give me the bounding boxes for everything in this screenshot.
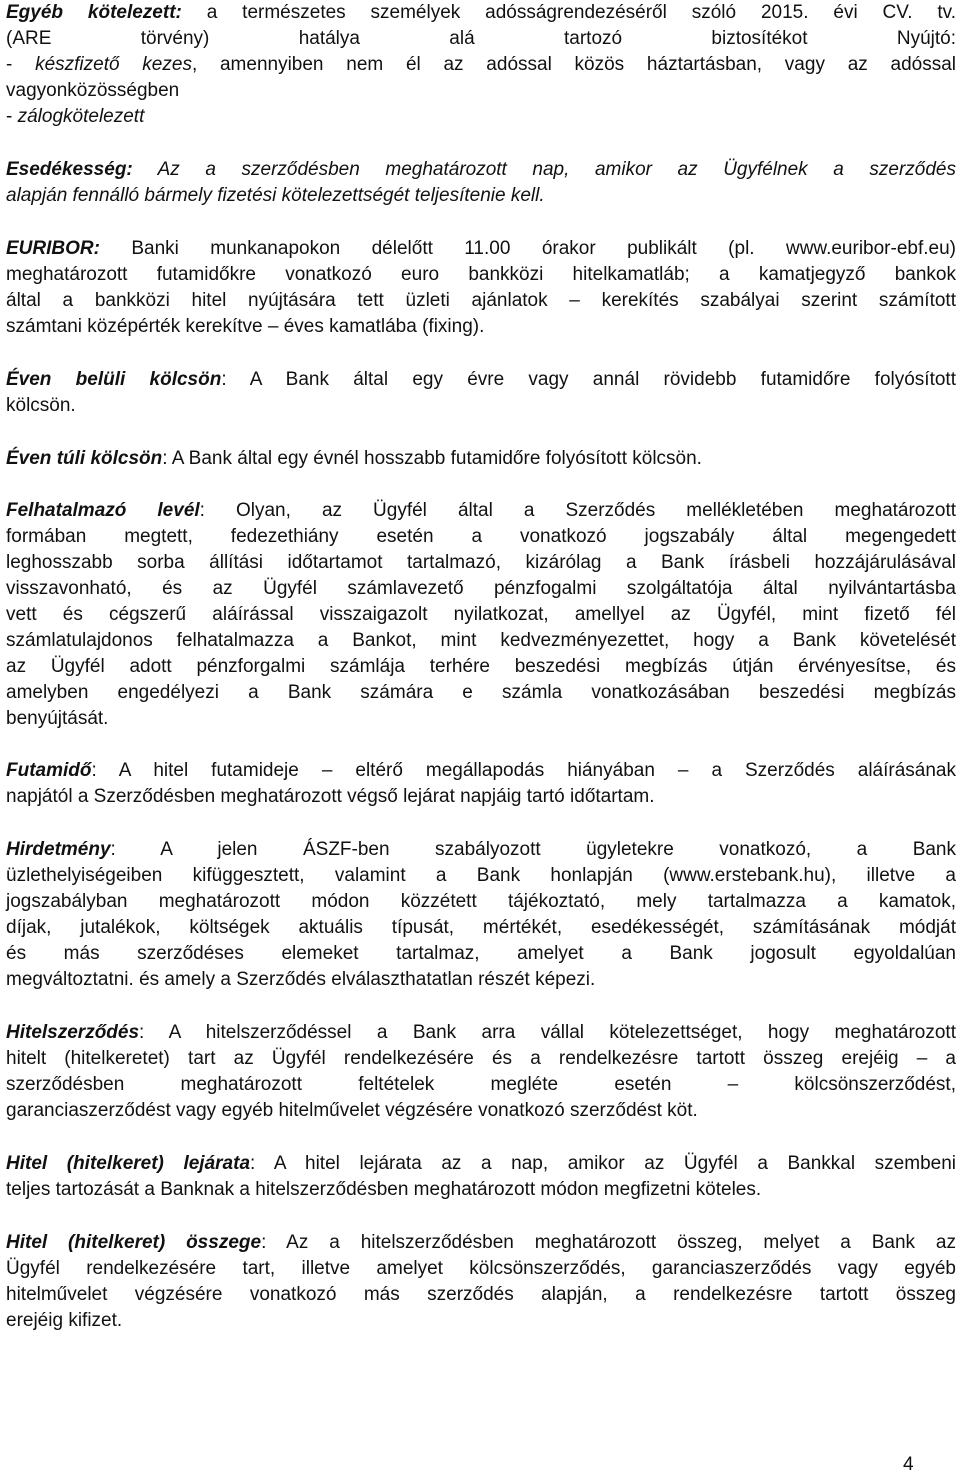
text-line <box>6 446 956 472</box>
italic-text: alapján fennálló bármely fizetési kötelezettségét teljesítenie kell. <box>6 185 545 206</box>
text-line <box>6 1046 956 1072</box>
body-text: erejéig kifizet. <box>6 1310 123 1331</box>
body-text: teljes tartozását a Banknak a hitelszerződésben meghatározott módon megfizetni köteles. <box>6 1179 762 1200</box>
text-line <box>6 1072 956 1098</box>
body-text: és más szerződéses elemeket tartalmaz, amelyet a Bank jogosult egyoldalúan <box>6 943 956 964</box>
term-label: Hitelszerződés <box>6 1022 140 1043</box>
text-line <box>6 576 956 602</box>
body-text: amelyben engedélyezi a Bank számára e számla vonatkozásában beszedési megbízás <box>6 682 956 703</box>
text-line <box>6 183 956 209</box>
text-line <box>6 941 956 967</box>
text-line <box>6 967 956 993</box>
text-line <box>6 1230 956 1256</box>
text-line <box>6 1282 956 1308</box>
text-line <box>6 550 956 576</box>
text-line <box>6 0 956 26</box>
text-line <box>6 1177 956 1203</box>
body-text: : A hitel lejárata az a nap, amikor az Ügyfél a Bankkal szembeni <box>250 1153 956 1174</box>
body-text: visszavonható, és az Ügyfél számlavezető pénzfogalmi szolgáltatója által nyilvántartásba <box>6 578 956 599</box>
body-text: szerződésben meghatározott feltételek megléte esetén – kölcsönszerződést, <box>6 1074 956 1095</box>
body-text: benyújtását. <box>6 708 109 729</box>
italic-text: készfizető kezes <box>35 54 192 75</box>
body-text: : A Bank által egy évnél hosszabb futamidőre folyósított kölcsön. <box>162 448 702 469</box>
body-text: - <box>6 54 36 75</box>
body-text: hitelművelet végzésére vonatkozó más szerződés alapján, a rendelkezésre tartott összeg <box>6 1284 956 1305</box>
text-line <box>6 654 956 680</box>
text-line <box>6 78 956 104</box>
body-text: vett és cégszerű aláírással visszaigazolt nyilatkozat, amellyel az Ügyfél, mint fizető fél <box>6 604 956 625</box>
text-line <box>6 784 956 810</box>
term-label: Éven belüli kölcsön <box>6 369 222 390</box>
term-label: Egyéb kötelezett: <box>6 2 182 23</box>
term-label: Hitel (hitelkeret) lejárata <box>6 1153 251 1174</box>
text-line <box>6 288 956 314</box>
term-label: Esedékesség: <box>6 159 133 180</box>
text-line <box>6 1308 956 1334</box>
body-text: díjak, jutalékok, költségek aktuális típusát, mértékét, esedékességét, számításának módját <box>6 917 956 938</box>
body-text: vagyonközösségben <box>6 80 180 101</box>
term-label: EURIBOR: <box>6 238 100 259</box>
body-text: formában megtett, fedezethiány esetén a vonatkozó jogszabály által megengedett <box>6 526 956 547</box>
text-line <box>6 863 956 889</box>
text-line <box>6 837 956 863</box>
text-line <box>6 26 956 52</box>
text-line <box>6 367 956 393</box>
italic-text: zálogkötelezett <box>17 106 145 127</box>
term-label: Futamidő <box>6 760 92 781</box>
body-text: hitelt (hitelkeretet) tart az Ügyfél rendelkezésére és a rendelkezésre tartott összeg erejéig – a <box>6 1048 956 1069</box>
body-text: (ARE törvény) hatálya alá tartozó biztosítékot Nyújtó: <box>6 28 956 49</box>
text-line <box>6 1020 956 1046</box>
text-line <box>6 628 956 654</box>
text-line <box>6 1151 956 1177</box>
text-line <box>6 602 956 628</box>
body-text: megváltoztatni. és amely a Szerződés elválaszthatatlan részét képezi. <box>6 969 596 990</box>
page-number: 4 <box>903 1454 914 1475</box>
term-label: Hitel (hitelkeret) összege <box>6 1232 262 1253</box>
text-line <box>6 157 956 183</box>
body-text: Banki munkanapokon délelőtt 11.00 órakor publikált (pl. www.euribor-ebf.eu) <box>99 238 956 259</box>
text-line <box>6 393 956 419</box>
text-line <box>6 680 956 706</box>
text-line <box>6 706 956 732</box>
body-text: Ügyfél rendelkezésére tart, illetve amelyet kölcsönszerződés, garanciaszerződés vagy egyéb <box>6 1258 956 1279</box>
text-line <box>6 52 956 78</box>
text-line <box>6 1256 956 1282</box>
text-line <box>6 104 956 130</box>
text-line <box>6 524 956 550</box>
text-line <box>6 262 956 288</box>
body-text: : A jelen ÁSZF-ben szabályozott ügyletekre vonatkozó, a Bank <box>110 839 956 860</box>
text-line <box>6 1098 956 1124</box>
text-line <box>6 915 956 941</box>
body-text: : Az a hitelszerződésben meghatározott összeg, melyet a Bank az <box>261 1232 956 1253</box>
term-label: Éven túli kölcsön <box>6 448 163 469</box>
body-text: napjától a Szerződésben meghatározott végső lejárat napjáig tartó időtartam. <box>6 786 655 807</box>
text-line <box>6 498 956 524</box>
body-text: meghatározott futamidőkre vonatkozó euro bankközi hitelkamatláb; a kamatjegyző bankok <box>6 264 956 285</box>
body-text: : A hitel futamideje – eltérő megállapodás hiányában – a Szerződés aláírásának <box>91 760 956 781</box>
term-label: Hirdetmény <box>6 839 111 860</box>
body-text: az Ügyfél adott pénzforgalmi számlája terhére beszedési megbízás útján érvényesítse, és <box>6 656 956 677</box>
text-line <box>6 314 956 340</box>
body-text: számlatulajdonos felhatalmazza a Bankot, mint kedvezményezettet, hogy a Bank követelését <box>6 630 956 651</box>
body-text: , amennyiben nem él az adóssal közös háztartásban, vagy az adóssal <box>191 54 956 75</box>
body-text: üzlethelyiségeiben kifüggesztett, valamint a Bank honlapján (www.erstebank.hu), illetve a <box>6 865 956 886</box>
body-text: által a bankközi hitel nyújtására tett üzleti ajánlatok – kerekítés szabályai szerint számított <box>6 290 956 311</box>
text-line <box>6 889 956 915</box>
body-text: garanciaszerződést vagy egyéb hitelművelet végzésére vonatkozó szerződést köt. <box>6 1100 698 1121</box>
body-text: : A Bank által egy évre vagy annál rövidebb futamidőre folyósított <box>221 369 956 390</box>
text-line <box>6 758 956 784</box>
text-line <box>6 236 956 262</box>
body-text: számtani középérték kerekítve – éves kamatlába (fixing). <box>6 316 485 337</box>
body-text: leghosszabb sorba állítási időtartamot tartalmazó, kizárólag a Bank írásbeli hozzájárulásával <box>6 552 956 573</box>
body-text: jogszabályban meghatározott módon közzétett tájékoztató, mely tartalmazza a kamatok, <box>6 891 956 912</box>
body-text: : A hitelszerződéssel a Bank arra vállal kötelezettséget, hogy meghatározott <box>139 1022 956 1043</box>
italic-text: Az a szerződésben meghatározott nap, amikor az Ügyfélnek a szerződés <box>132 159 956 180</box>
term-label: Felhatalmazó levél <box>6 500 200 521</box>
body-text: kölcsön. <box>6 395 76 416</box>
body-text: : Olyan, az Ügyfél által a Szerződés mellékletében meghatározott <box>199 500 956 521</box>
body-text: a természetes személyek adósságrendezéséről szóló 2015. évi CV. tv. <box>181 2 956 23</box>
body-text: - <box>6 106 18 127</box>
